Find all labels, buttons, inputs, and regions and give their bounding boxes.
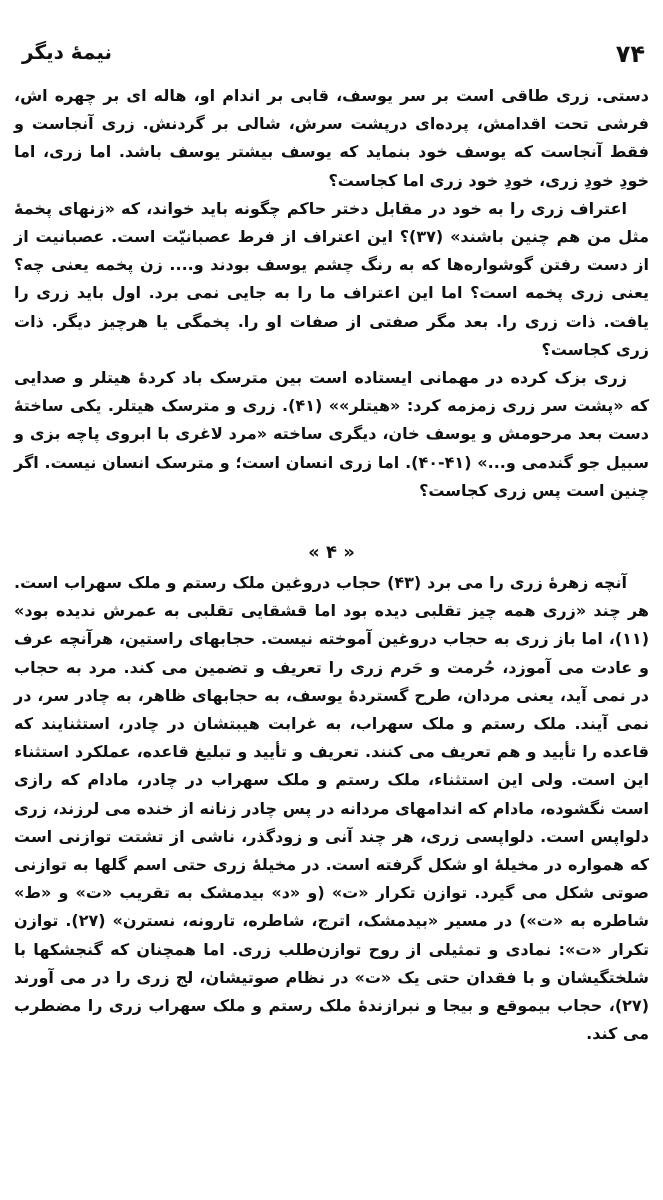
paragraph: دستی. زری طاقی است بر سر یوسف، قابی بر اندام او، هاله ای بر چهره اش، فرشی تحت اقدامش، پرده‌ای درپشت سرش، شالی بر گردنش. زری آنجاست و فقط آنجاست که یوسف خود بنماید که یوسف بیشتر یوسف باشد. اما زری، اما خودِ خودِ زری، خودِ خود زری اما کجاست؟ <box>14 86 649 190</box>
paragraph: زری بزک کرده در مهمانی ایستاده است بین مترسک باد کردهٔ هیتلر و صدایی که «پشت سر زری زمزمه کرد: «هیتلر»» (۴۱). زری و مترسک هیتلر. یکی ساختهٔ دست بعد مرحومش و یوسف خان، دیگری ساخته «مرد لاغری با ابروی پاچه بزی و سبیل جو گندمی و...» (۴۱-۴۰). اما زری انسان است؛ و مترسک انسان نیست. اگر چنین است پس زری کجاست؟ <box>14 368 650 500</box>
running-title: نیمهٔ دیگر <box>22 40 113 64</box>
paragraph: آنچه زهرهٔ زری را می برد (۴۳) حجاب دروغین ملک رستم و ملک سهراب است. هر چند «زری همه چیز تقلبی دیده بود اما قشقایی تقلبی به عمرش ندیده بود» (۱۱)، اما باز زری به حجاب دروغین آموخته نیست. حجابهای راستین، هرآنچه عرف و عادت می آموزد، حُرمت و حَرم زری را تعریف و تضمین می کند. مرد به حجاب در نمی آید، یعنی مردان، طرح گستردهٔ یوسف، به حجابهای ظاهر، به چادر سر، در نمی آیند. ملک رستم و ملک سهراب، به غرابت هیبتشان در چادر، استثنایند که قاعده را تأیید و هم تعریف می کنند. تعریف و تأیید و تبلیغ قاعده، عملکرد استثناء این است. ولی این استثناء، ملک رستم و ملک سهراب در چادر، مادام که رازی است نگشوده، مادام که اندامهای مردانه در پس چادر زنانه از خنده می لرزند، زری دلواپس است. دلواپسی زری، هر چند آنی و زودگذر، ناشی از تشتت توازنی است که همواره در مخیلهٔ او شکل گرفته است. در مخیلهٔ زری حتی اسم گلها به توازنی صوتی شکل می گیرد. توازن تکرار «ت» (و «د» بیدمشک به تقریب «ت» و «ط» شاطره به «ت») در مسیر «بیدمشک، اترج، شاطره، تارونه، نسترن» (۲۷). توازن تکرار «ت»: نمادی و تمثیلی از روح توازن‌طلب زری. اما همچنان که گنجشکها با شلختگیشان و با فقدان حتی یک «ت» در نظام صوتیشان، لج زری را در می آورند (۲۷)، حجاب بیموقع و بیجا و نبرازندهٔ ملک رستم و ملک سهراب زری را مضطرب می کند. <box>14 573 649 1044</box>
page-header <box>22 40 645 76</box>
paragraph: اعتراف زری را به خود در مقابل دختر حاکم چگونه باید خواند، که «زنهای پخمهٔ مثل من هم چنین باشند» (۳۷)؟ این اعتراف از فرط عصبانیّت است. عصبانیت از از دست رفتن گوشواره‌ها که به رنگ چشم یوسف بودند و.... زن پخمه یعنی چه؟ یعنی زری پخمه است؟ اما این اعتراف ما را به جایی نمی برد. اول باید زری را یافت. ذات زری را. بعد مگر صفتی از صفات او را. پخمگی یا هرچیز دیگر. ذات زری کجاست؟ <box>14 198 649 359</box>
body-text <box>14 82 649 1049</box>
section-number-heading: « ۴ » <box>308 542 355 564</box>
page-number: ۷۴ <box>615 40 645 68</box>
